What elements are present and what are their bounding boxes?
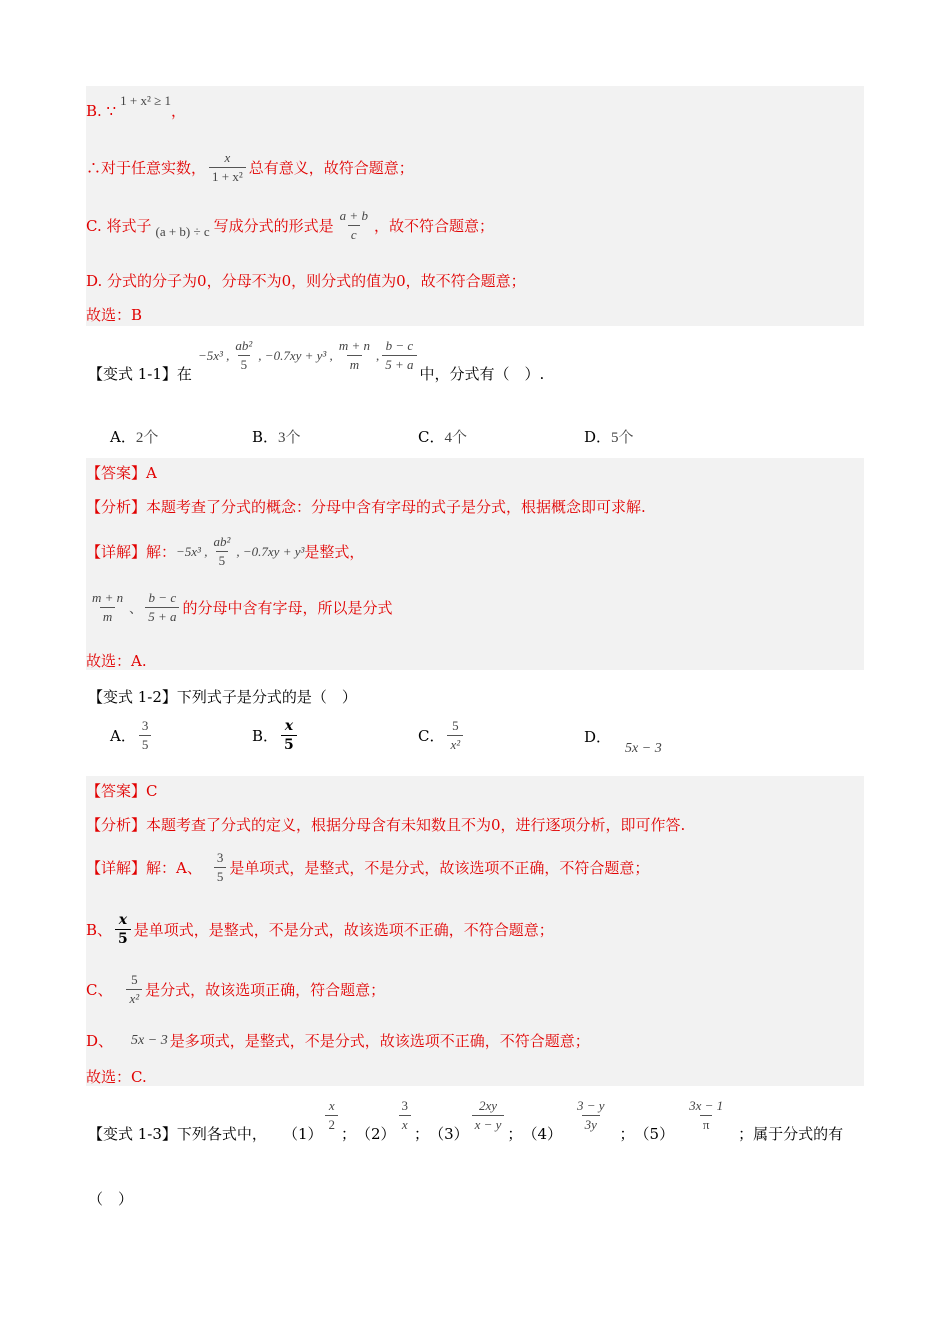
- fraction-numerator: 5: [131, 972, 138, 987]
- math-fraction: [325, 1098, 338, 1133]
- math-fraction: [232, 338, 255, 373]
- option-b[interactable]: [252, 426, 301, 447]
- fraction-numerator: 3: [216, 850, 224, 865]
- option-value: 3个: [278, 430, 301, 446]
- fraction-denominator: x²: [447, 735, 463, 753]
- option-c[interactable]: [418, 426, 467, 447]
- math-fraction: [126, 972, 142, 1007]
- fraction-denominator: 3y: [582, 1115, 600, 1133]
- analysis-text: 【分析】本题考查了分式的概念：分母中含有字母的式子是分式，根据概念即可求解.: [86, 498, 646, 516]
- line-text: D. 分式的分子为0，分母不为0，则分式的值为0，故不符合题意；: [86, 272, 526, 290]
- line-text: 是单项式，是整式，不是分式，故该选项不正确，不符合题意；: [229, 859, 650, 877]
- question-text: 属于分式的有: [753, 1125, 844, 1143]
- fraction-denominator: 5: [216, 551, 229, 569]
- fraction-numerator: 3: [401, 1098, 409, 1113]
- option-value: 5个: [611, 430, 634, 446]
- line-text: B. ∵: [86, 101, 117, 120]
- math-expression: −5x³ ,: [197, 347, 230, 363]
- solution-box-3: [86, 776, 864, 1086]
- option-key: B．: [252, 727, 279, 745]
- fraction-numerator: 2xy: [478, 1098, 498, 1113]
- math-expression: (a + b) ÷ c: [155, 223, 210, 239]
- option-key: D．: [584, 428, 612, 446]
- item-index: （2）: [356, 1125, 396, 1143]
- answer-line: [86, 304, 142, 325]
- fraction-denominator: m: [347, 355, 362, 373]
- fraction-numerator: 5: [452, 718, 459, 733]
- separator: ；: [738, 1125, 754, 1143]
- fraction-numerator: x: [224, 150, 231, 165]
- answer-label: [86, 780, 157, 801]
- answer-text: 故选：A.: [86, 652, 147, 670]
- fraction-denominator: x − y: [472, 1115, 505, 1133]
- math-fraction: [281, 718, 297, 753]
- math-fraction: [382, 338, 416, 373]
- option-key: A．: [110, 428, 136, 446]
- math-expression: −5x³ ,: [176, 543, 208, 559]
- line-text: C、: [86, 981, 113, 999]
- option-b[interactable]: [252, 718, 300, 753]
- option-key: C．: [418, 727, 445, 745]
- analysis-line: [86, 814, 685, 835]
- math-fraction: [447, 718, 463, 753]
- option-c[interactable]: [418, 718, 466, 753]
- option-d[interactable]: [584, 728, 662, 756]
- question-label: 【变式 1-3】下列各式中，: [88, 1125, 267, 1143]
- fraction-denominator: x²: [126, 989, 142, 1007]
- detail-line: [86, 534, 364, 569]
- option-value: 2个: [135, 430, 159, 446]
- line-text: C. 将式子: [86, 217, 152, 235]
- item-index: （5）: [634, 1125, 675, 1143]
- fraction-numerator: b − c: [385, 338, 414, 353]
- math-fraction: [214, 850, 227, 885]
- fraction-numerator: m + n: [338, 338, 370, 353]
- fraction-numerator: m + n: [92, 590, 124, 605]
- solution-box-1: [86, 86, 864, 326]
- option-d[interactable]: [584, 426, 634, 447]
- line-text: B、: [86, 921, 113, 939]
- fraction-denominator: 5: [139, 735, 152, 753]
- item-index: （3）: [429, 1125, 469, 1143]
- option-key: B．: [252, 428, 279, 446]
- line-text: ，: [170, 102, 186, 120]
- question-1-3: [88, 1098, 844, 1143]
- fraction-numerator: 3 − y: [576, 1098, 605, 1113]
- fraction-numerator: ab²: [235, 338, 253, 353]
- separator: ；: [507, 1125, 523, 1143]
- detail-line-2: [86, 590, 392, 625]
- line-text: 【详解】解：: [86, 543, 177, 561]
- answer-text: 故选：B: [86, 306, 143, 324]
- detail-line-a: [86, 850, 649, 885]
- fraction-denominator: c: [348, 225, 360, 243]
- fraction-numerator: x: [284, 718, 294, 734]
- math-fraction: [89, 590, 126, 625]
- detail-line-b: [86, 912, 554, 947]
- solution-line-b: [86, 92, 186, 121]
- math-expression: 5x − 3: [625, 740, 662, 756]
- separator: ；: [619, 1125, 635, 1143]
- detail-line-c: [86, 972, 385, 1007]
- solution-box-2: [86, 458, 864, 670]
- fraction-denominator: 5: [115, 929, 131, 947]
- fraction-numerator: a + b: [339, 208, 368, 223]
- fraction-numerator: x: [118, 912, 128, 928]
- detail-line-d: [86, 1030, 590, 1051]
- line-text: 写成分式的形式是: [213, 217, 334, 235]
- line-text: 的分母中含有字母，所以是分式: [182, 599, 393, 617]
- solution-line-d: [86, 270, 526, 291]
- fraction-denominator: 5: [281, 735, 297, 753]
- math-fraction: [115, 912, 131, 947]
- separator: 、: [129, 601, 143, 616]
- line-text: ∴对于任意实数，: [86, 159, 207, 177]
- fraction-denominator: 5 + a: [382, 355, 416, 373]
- fraction-numerator: ab²: [213, 534, 231, 549]
- question-label: 【变式 1-2】下列式子是分式的是（ ）: [88, 688, 357, 706]
- separator: ,: [375, 347, 380, 363]
- solution-line-c: [86, 208, 494, 243]
- fraction-denominator: 1 + x²: [209, 167, 246, 185]
- separator: ；: [340, 1125, 356, 1143]
- answer-text: 【答案】A: [86, 464, 157, 482]
- math-expression: , −0.7xy + y³: [236, 543, 305, 559]
- analysis-text: 【分析】本题考查了分式的定义，根据分母含有未知数且不为0，进行逐项分析，即可作答.: [86, 816, 686, 834]
- math-fraction: [336, 338, 373, 373]
- fraction-denominator: 5: [238, 355, 251, 373]
- line-text: 是单项式，是整式，不是分式，故该选项不正确，不符合题意；: [133, 921, 554, 939]
- fraction-denominator: π: [700, 1115, 713, 1133]
- math-fraction: [210, 534, 233, 569]
- option-key: A．: [110, 727, 136, 745]
- choose-line: [86, 650, 147, 671]
- math-fraction: [139, 718, 152, 753]
- line-text: 是整式，: [304, 543, 365, 561]
- option-value: 4个: [444, 430, 467, 446]
- answer-label: [86, 462, 157, 483]
- choose-line: [86, 1066, 147, 1087]
- paren-text: （ ）: [88, 1190, 134, 1208]
- line-text: D、: [86, 1032, 114, 1050]
- question-1-2: [88, 686, 357, 707]
- fraction-numerator: 3x − 1: [689, 1098, 724, 1113]
- question-text: 中，分式有（ ）.: [419, 365, 545, 383]
- fraction-numerator: 3: [141, 718, 149, 733]
- option-a[interactable]: [110, 718, 154, 753]
- math-fraction: [145, 590, 179, 625]
- math-fraction: [209, 150, 246, 185]
- answer-text: 故选：C.: [86, 1068, 147, 1086]
- math-fraction: [337, 208, 371, 243]
- fraction-denominator: 5: [214, 867, 227, 885]
- option-a[interactable]: [110, 426, 158, 447]
- item-index: （1）: [282, 1125, 323, 1143]
- fraction-denominator: 5 + a: [145, 607, 179, 625]
- math-expression: , −0.7xy + y³ ,: [258, 347, 333, 363]
- answer-text: 【答案】C: [86, 782, 158, 800]
- fraction-denominator: x: [399, 1115, 411, 1133]
- fraction-numerator: x: [328, 1098, 335, 1113]
- fraction-numerator: b − c: [148, 590, 177, 605]
- item-index: （4）: [522, 1125, 562, 1143]
- fraction-denominator: m: [100, 607, 115, 625]
- math-fraction: [399, 1098, 412, 1133]
- solution-line-therefore: [86, 150, 414, 185]
- line-text: 总有意义，故符合题意；: [248, 159, 414, 177]
- line-text: ，故不符合题意；: [373, 217, 494, 235]
- math-fraction: [574, 1098, 608, 1133]
- math-expression: 5x − 3: [131, 1032, 168, 1048]
- line-text: 是分式，故该选项正确，符合题意；: [145, 981, 386, 999]
- math-expression: 1 + x² ≥ 1: [120, 92, 171, 108]
- analysis-line: [86, 496, 646, 517]
- line-text: 【详解】解：A、: [86, 859, 202, 877]
- answer-paren: [88, 1188, 133, 1209]
- option-key: C．: [418, 428, 445, 446]
- option-key: D．: [584, 728, 612, 746]
- math-fraction: [686, 1098, 726, 1133]
- question-1-1: [88, 338, 545, 383]
- line-text: 是多项式，是整式，不是分式，故该选项不正确，不符合题意；: [169, 1032, 590, 1050]
- fraction-denominator: 2: [325, 1115, 338, 1133]
- separator: ；: [414, 1125, 430, 1143]
- math-fraction: [472, 1098, 505, 1133]
- question-label: 【变式 1-1】在: [88, 365, 192, 383]
